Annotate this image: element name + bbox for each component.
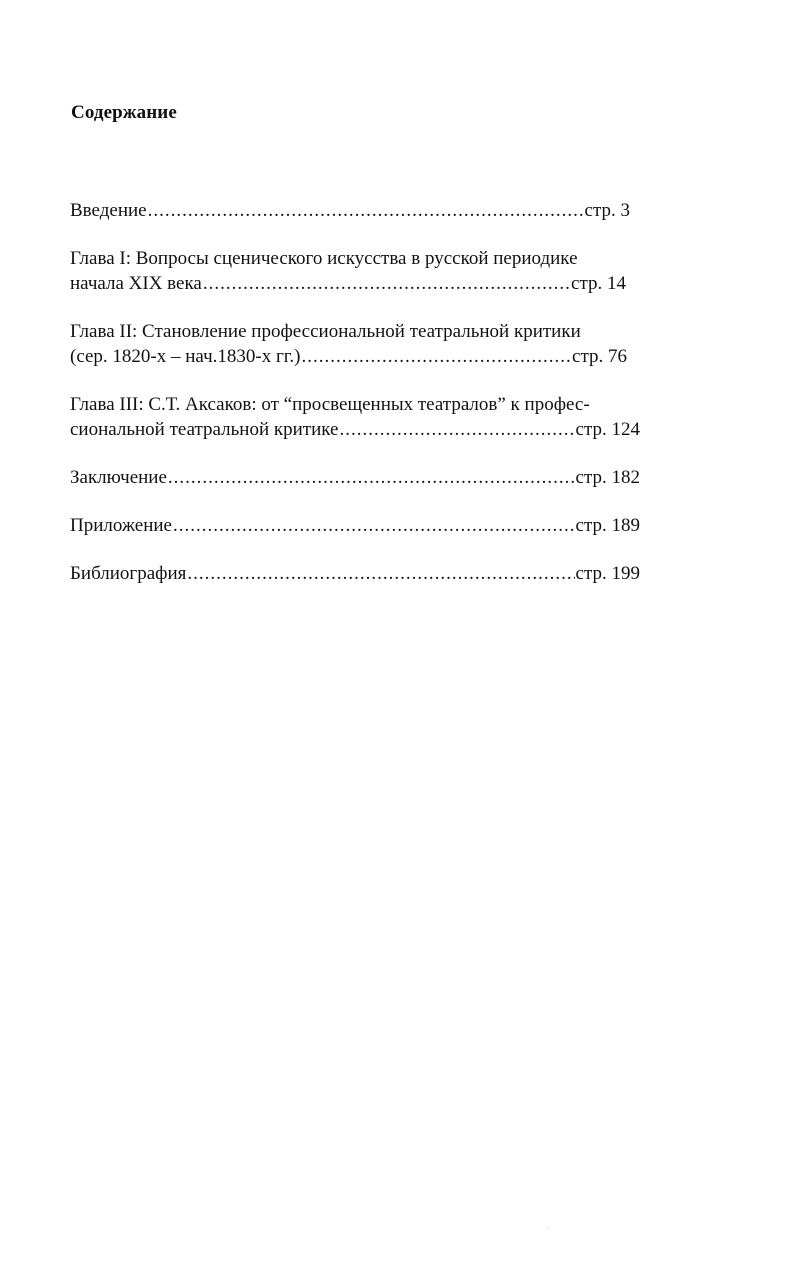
toc-page-number: стр. 14	[571, 273, 626, 294]
dot-leader	[168, 465, 575, 490]
toc-page-number: стр. 189	[575, 515, 640, 536]
toc-entry-appendix	[70, 513, 640, 538]
toc-entry-chapter-2	[70, 319, 640, 369]
toc-entry-label: начала XIX века	[70, 273, 202, 294]
toc-entry-label: Заключение	[70, 467, 167, 488]
toc-entry-conclusion	[70, 465, 640, 490]
toc-page-number: стр. 199	[575, 563, 640, 584]
toc-page-number: стр. 76	[572, 346, 627, 367]
dot-leader	[187, 561, 574, 586]
toc-entry-line	[70, 513, 640, 538]
toc-entry-introduction	[70, 198, 640, 223]
toc-entry-chapter-3	[70, 392, 640, 442]
toc-entry-line	[70, 271, 626, 296]
dot-leader	[173, 513, 575, 538]
toc-entry-line	[70, 417, 640, 442]
toc-entry-title-line: Глава I: Вопросы сценического искусства в русской периодике	[70, 248, 578, 269]
toc-page-number: стр. 182	[575, 467, 640, 488]
toc-entry-line	[70, 561, 640, 586]
toc-entry-line	[70, 465, 640, 490]
dot-leader	[339, 417, 574, 442]
dot-leader	[148, 198, 584, 223]
toc-entry-bibliography	[70, 561, 640, 586]
toc-entry-line	[70, 198, 630, 223]
toc-entry-title-line: Глава III: С.Т. Аксаков: от “просвещенных театралов” к профес-	[70, 394, 590, 415]
toc-entry-title-line: Глава II: Становление профессиональной театральной критики	[70, 321, 581, 342]
toc-page-number: стр. 3	[584, 200, 630, 221]
toc-page-number: стр. 124	[575, 419, 640, 440]
toc-entry-label: Библиография	[70, 563, 187, 584]
page-title: Содержание	[71, 102, 177, 123]
toc-entry-line	[70, 344, 627, 369]
dot-leader	[302, 344, 572, 369]
table-of-contents	[70, 198, 640, 609]
toc-entry-label: Приложение	[70, 515, 172, 536]
toc-entry-label: сиональной театральной критике	[70, 419, 339, 440]
scan-speck	[548, 1228, 549, 1229]
toc-entry-label: (сер. 1820-х – нач.1830-х гг.)	[70, 346, 301, 367]
toc-entry-chapter-1	[70, 246, 640, 296]
dot-leader	[203, 271, 570, 296]
toc-entry-label: Введение	[70, 200, 147, 221]
